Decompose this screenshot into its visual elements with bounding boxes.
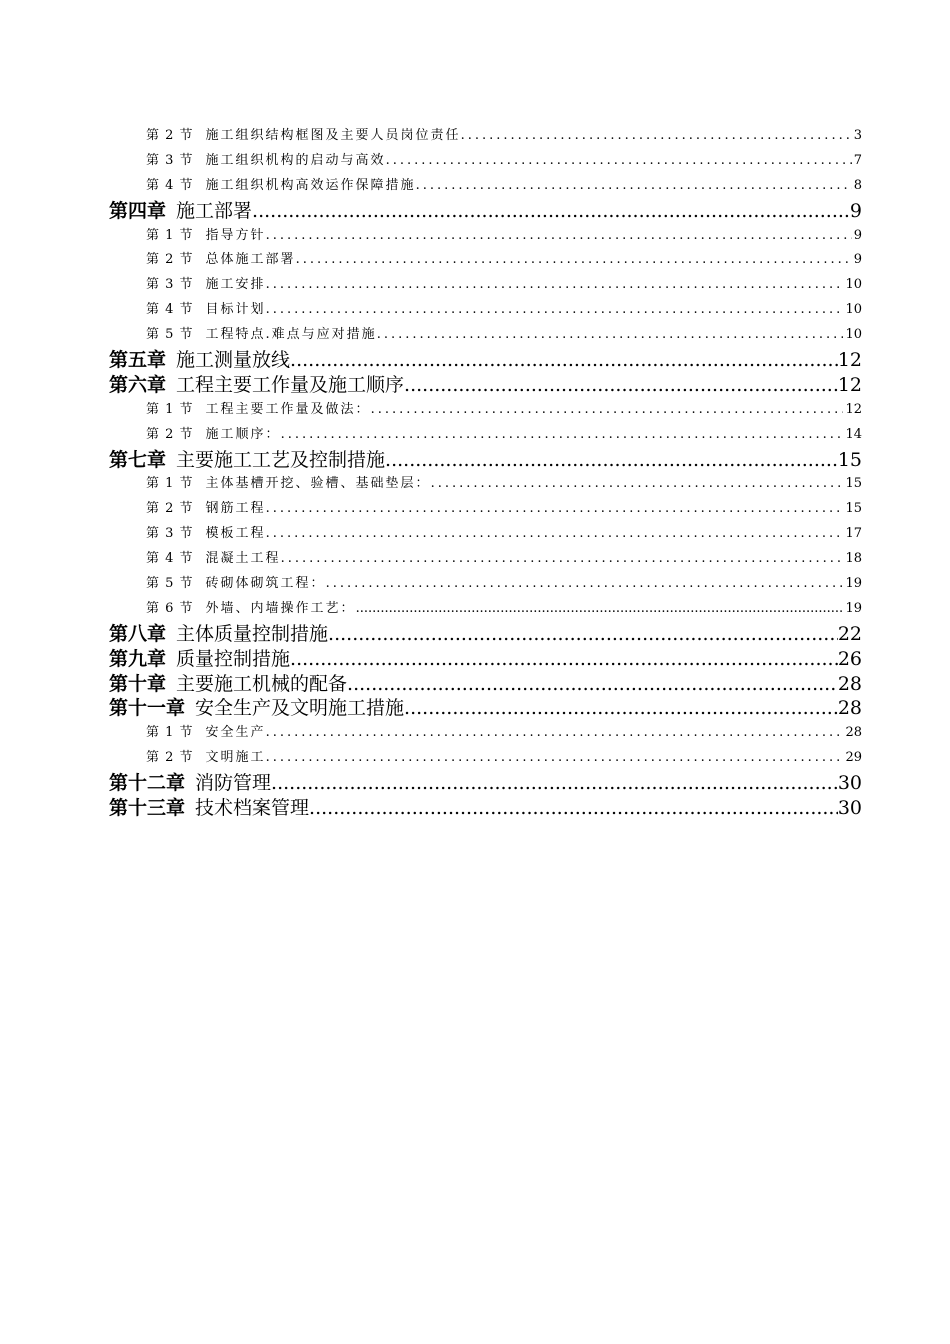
section-number: 第 3 节 [146,277,194,293]
toc-chapter-entry[interactable] [109,373,862,398]
section-title: 文明施工 [205,750,266,766]
dot-leader [266,298,844,323]
chapter-title: 施工部署 [176,199,253,222]
chapter-number: 第六章 [109,373,167,396]
dot-leader [386,149,852,174]
page-number: 7 [853,152,862,168]
section-title: 模板工程 [205,526,266,542]
page-number: 15 [845,501,862,517]
toc-chapter-entry[interactable] [109,199,862,224]
section-title: 施工组织机构的启动与高效 [205,152,386,168]
dot-leader [296,248,852,273]
page-number: 10 [845,302,862,318]
page-number: 28 [837,672,862,695]
toc-section-entry[interactable] [146,398,862,423]
page-number: 19 [845,600,862,616]
chapter-number: 第十一章 [109,697,186,720]
chapter-number: 第五章 [109,349,167,372]
section-number: 第 4 节 [146,302,194,318]
section-title: 主体基槽开挖、验槽、基础垫层： [205,476,431,492]
chapter-title: 安全生产及文明施工措施 [195,697,405,720]
section-title: 外墙、内墙操作工艺： [205,600,356,616]
section-number: 第 1 节 [146,401,194,417]
toc-section-entry[interactable] [146,746,862,771]
chapter-number: 第十二章 [109,772,186,795]
chapter-title: 主要施工工艺及控制措施 [176,448,386,471]
section-number: 第 2 节 [146,426,194,442]
page-number: 22 [837,622,862,645]
dot-leader [371,398,844,423]
table-of-contents [0,124,950,821]
chapter-number: 第十章 [109,672,167,695]
page-number: 15 [837,448,862,471]
toc-section-entry[interactable] [146,423,862,448]
section-title: 施工组织结构框图及主要人员岗位责任 [205,128,461,143]
section-number: 第 2 节 [146,501,194,517]
page-number: 9 [853,252,862,268]
toc-chapter-entry[interactable] [109,622,862,647]
toc-section-entry[interactable] [146,298,862,323]
page-number: 17 [845,526,862,542]
dot-leader [266,224,852,249]
chapter-number: 第十三章 [109,797,186,820]
section-number: 第 6 节 [146,600,194,616]
chapter-title: 消防管理 [195,772,272,795]
page-number: 12 [837,349,862,372]
chapter-title: 主体质量控制措施 [176,622,329,645]
toc-chapter-entry[interactable] [109,796,862,821]
dot-leader [266,746,844,771]
chapter-title: 施工测量放线 [176,349,291,372]
dot-leader [385,448,838,473]
section-number: 第 4 节 [146,551,194,567]
page-number: 12 [845,401,862,417]
chapter-title: 质量控制措施 [176,647,291,670]
page-number: 10 [845,327,862,343]
section-title: 工程特点.难点与应对措施 [205,327,377,343]
chapter-title: 工程主要工作量及施工顺序 [176,373,405,396]
toc-section-entry[interactable] [146,224,862,249]
toc-section-entry[interactable] [146,721,862,746]
section-number: 第 3 节 [146,152,194,168]
toc-chapter-entry[interactable] [109,771,862,796]
chapter-title: 主要施工机械的配备 [176,672,348,695]
page-number: 10 [845,277,862,293]
section-number: 第 2 节 [146,128,194,143]
dot-leader [377,323,844,348]
page-number: 14 [845,426,862,442]
toc-section-entry[interactable] [146,547,862,572]
section-title: 混凝土工程 [205,551,281,567]
dot-leader [404,696,838,721]
section-number: 第 5 节 [146,576,194,592]
dot-leader [347,672,838,697]
dot-leader [252,199,850,224]
page-number: 28 [845,725,862,741]
section-title: 指导方针 [205,227,266,243]
toc-section-entry[interactable] [146,472,862,497]
dot-leader [461,124,852,149]
toc-section-entry[interactable] [146,124,862,149]
section-number: 第 1 节 [146,725,194,741]
page-number: 18 [845,551,862,567]
section-title: 钢筋工程 [205,501,266,517]
chapter-number: 第八章 [109,622,167,645]
dot-leader [416,174,852,199]
toc-section-entry[interactable] [146,323,862,348]
section-number: 第 2 节 [146,750,194,766]
toc-section-entry[interactable] [146,149,862,174]
page-number: 8 [853,177,862,193]
page-number: 19 [845,576,862,592]
dot-leader [404,373,838,398]
toc-section-entry[interactable] [146,597,862,622]
toc-chapter-entry[interactable] [109,348,862,373]
dot-leader [266,522,844,547]
section-number: 第 5 节 [146,327,194,343]
dot-leader [290,647,838,672]
section-title: 目标计划 [205,302,266,318]
section-title: 工程主要工作量及做法： [205,401,371,417]
section-title: 总体施工部署 [205,252,296,268]
dot-leader [431,472,844,497]
dot-leader [281,547,844,572]
dot-leader [328,622,838,647]
dot-leader [356,597,844,622]
section-number: 第 2 节 [146,252,194,268]
page-number: 28 [837,697,862,720]
dot-leader [326,572,844,597]
dot-leader [309,796,838,821]
section-number: 第 1 节 [146,227,194,243]
section-title: 施工组织机构高效运作保障措施 [205,177,416,193]
toc-chapter-entry[interactable] [109,647,862,672]
chapter-number: 第七章 [109,448,167,471]
dot-leader [266,721,844,746]
dot-leader [281,423,844,448]
section-number: 第 1 节 [146,476,194,492]
dot-leader [290,348,838,373]
toc-section-entry[interactable] [146,497,862,522]
chapter-title: 技术档案管理 [195,797,310,820]
toc-section-entry[interactable] [146,174,862,199]
section-number: 第 3 节 [146,526,194,542]
chapter-number: 第四章 [109,199,167,222]
chapter-number: 第九章 [109,647,167,670]
dot-leader [266,273,844,298]
toc-section-entry[interactable] [146,522,862,547]
page-number: 29 [845,750,862,766]
section-title: 施工顺序： [205,426,281,442]
page-number: 12 [837,373,862,396]
toc-section-entry[interactable] [146,572,862,597]
section-title: 砖砌体砌筑工程： [205,576,326,592]
toc-chapter-entry[interactable] [109,696,862,721]
toc-chapter-entry[interactable] [109,672,862,697]
section-title: 施工安排 [205,277,266,293]
section-number: 第 4 节 [146,177,194,193]
toc-section-entry[interactable] [146,248,862,273]
page-number: 9 [849,199,862,222]
page-number: 30 [837,772,862,795]
page-number: 3 [853,128,862,143]
toc-section-entry[interactable] [146,273,862,298]
page-number: 26 [837,647,862,670]
page-number: 9 [853,227,862,243]
dot-leader [271,771,838,796]
section-title: 安全生产 [205,725,266,741]
toc-chapter-entry[interactable] [109,448,862,473]
dot-leader [266,497,844,522]
page-number: 15 [845,476,862,492]
page-number: 30 [837,797,862,820]
